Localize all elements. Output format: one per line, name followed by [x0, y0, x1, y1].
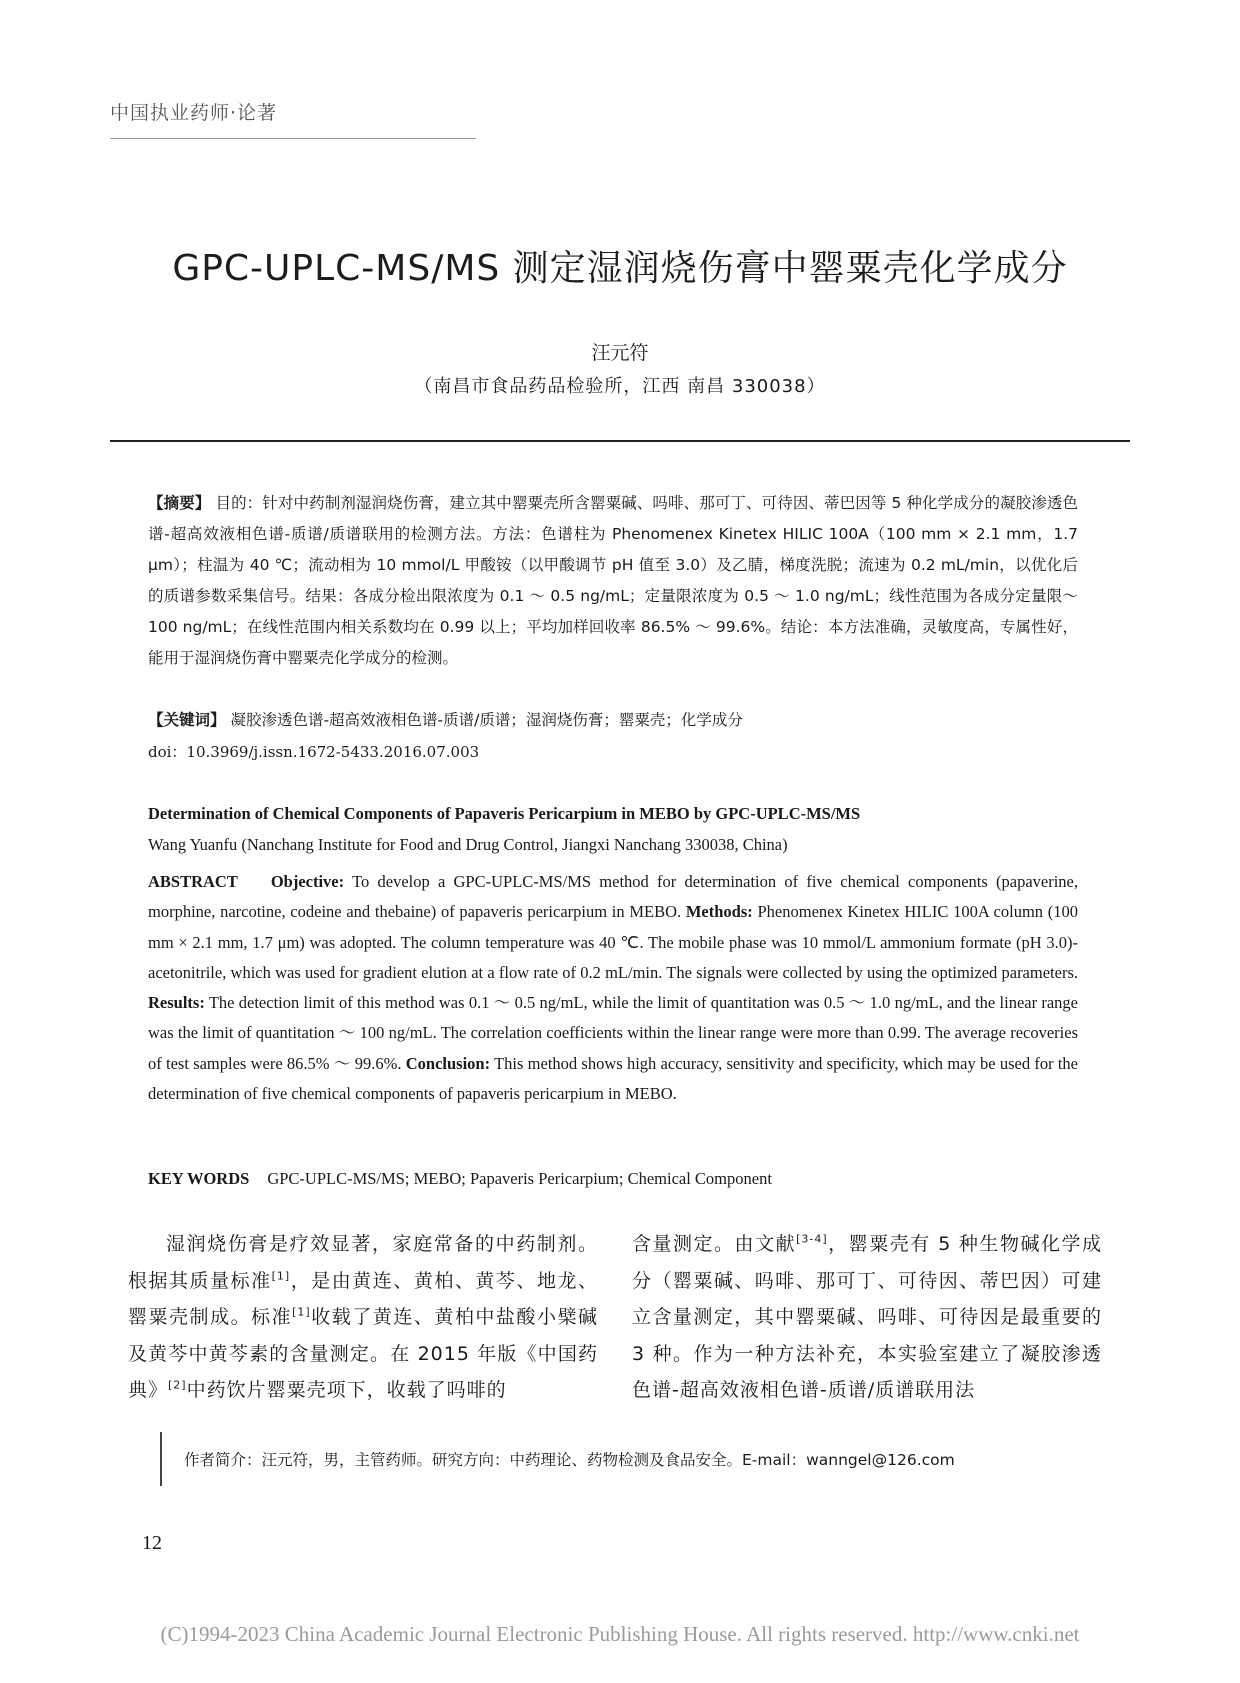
copyright-footer: (C)1994-2023 China Academic Journal Electronic Publishing House. All rights reserved. http://www.cnki.net — [160, 1622, 1080, 1646]
journal-header: 中国执业药师·论著 — [110, 102, 278, 124]
english-title: Determination of Chemical Components of Papaveris Pericarpium in MEBO by GPC-UPLC-MS/MS — [148, 804, 861, 823]
keywords-en — [148, 1169, 1078, 1189]
citation-ref: [1] — [271, 1269, 291, 1283]
methods-label: Methods: — [685, 902, 753, 922]
conclusion-label: Conclusion: — [405, 1053, 491, 1073]
body-column-right — [632, 1226, 1102, 1409]
body-text: 含量测定。由文献 — [632, 1233, 797, 1255]
keywords-cn — [148, 705, 1078, 736]
title-divider — [110, 440, 1130, 442]
keywords-cn-text: 凝胶渗透色谱-超高效液相色谱-质谱/质谱；湿润烧伤膏；罂粟壳；化学成分 — [225, 711, 743, 729]
objective-label: Objective: — [270, 872, 345, 891]
citation-ref: [2] — [168, 1378, 187, 1392]
article-title: GPC-UPLC-MS/MS 测定湿润烧伤膏中罂粟壳化学成分 — [172, 248, 1068, 289]
abstract-cn-label: 【摘要】 — [148, 494, 211, 512]
citation-ref: [1] — [292, 1305, 311, 1319]
article-affiliation: （南昌市食品药品检验所，江西 南昌 330038） — [414, 376, 826, 397]
body-text: 中药饮片罂粟壳项下，收载了吗啡的 — [186, 1379, 507, 1401]
keywords-cn-label: 【关键词】 — [148, 711, 226, 729]
methods-text: Phenomenex Kinetex HILIC 100A column (100 mm × 2.1 mm, 1.7 μm) was adopted. The column temperature was 40 ℃. The mobile phase was 10 mmol/L ammonium formate (pH 3.0)-acetonitrile, which was used for gradient elution at a flow rate of 0.2 mL/min. The signals were collected by using the optimized parameters. — [148, 902, 1078, 982]
english-author: Wang Yuanfu (Nanchang Institute for Food and Drug Control, Jiangxi Nanchang 330038, China) — [148, 835, 788, 854]
doi: doi：10.3969/j.issn.1672-5433.2016.07.003 — [148, 743, 480, 761]
abstract-cn — [148, 488, 1078, 674]
abstract-en-label: ABSTRACT — [148, 872, 238, 891]
results-label: Results: — [148, 993, 205, 1013]
keywords-en-label: KEY WORDS — [148, 1169, 250, 1188]
article-author: 汪元符 — [591, 342, 649, 364]
abstract-en — [148, 867, 1078, 1109]
body-text: 收载了黄连、黄柏中盐酸小檗碱及黄芩中黄芩素的含量测定。在 2015 年版《中国药典》 — [128, 1306, 598, 1401]
body-column-left — [128, 1226, 598, 1409]
header-divider — [110, 138, 476, 139]
abstract-cn-text: 目的：针对中药制剂湿润烧伤膏，建立其中罂粟壳所含罂粟碱、吗啡、那可丁、可待因、蒂巴因等 5 种化学成分的凝胶渗透色谱-超高效液相色谱-质谱/质谱联用的检测方法。方法：色谱柱为 Phenomenex Kinetex HILIC 100A（100 mm × 2.1 mm，1.7 μm）；柱温为 40 ℃；流动相为 10 mmol/L 甲酸铵（以甲酸调节 pH 值至 3.0）及乙腈，梯度洗脱；流速为 0.2 mL/min，以优化后的质谱参数采集信号。结果：各成分检出限浓度为 0.1 ～ 0.5 ng/mL；定量限浓度为 0.5 ～ 1.0 ng/mL；线性范围为各成分定量限～ 100 ng/mL；在线性范围内相关系数均在 0.99 以上；平均加样回收率 86.5% ～ 99.6%。结论：本方法准确，灵敏度高，专属性好，能用于湿润烧伤膏中罂粟壳化学成分的检测。 — [148, 494, 1078, 667]
objective-text: To develop a GPC-UPLC-MS/MS method for determination of five chemical components (papaverine, morphine, narcotine, codeine and thebaine) of papaveris pericarpium in MEBO. — [148, 872, 1079, 922]
body-text: ，是由黄连、黄柏、黄芩、地龙、罂粟壳制成。标准 — [128, 1269, 598, 1328]
author-note-bar — [160, 1432, 162, 1486]
body-text: 湿润烧伤膏是疗效显著，家庭常备的中药制剂。根据其质量标准 — [128, 1233, 598, 1292]
results-text: The detection limit of this method was 0.1 ～ 0.5 ng/mL, while the limit of quantitation was 0.5 ～ 1.0 ng/mL, and the linear range was the limit of quantitation ～ 100 ng/mL. The correlation coefficients within the linear range were more than 0.99. The average recoveries of test samples were 86.5% ～ 99.6%. — [148, 993, 1079, 1073]
author-note: 作者简介：汪元符，男，主管药师。研究方向：中药理论、药物检测及食品安全。E-mail：wanngel@126.com — [184, 1451, 955, 1469]
keywords-en-text: GPC-UPLC-MS/MS; MEBO; Papaveris Pericarpium; Chemical Component — [267, 1169, 772, 1188]
citation-ref: [3-4] — [796, 1232, 828, 1246]
conclusion-text: This method shows high accuracy, sensitivity and specificity, which may be used for the determination of five chemical components of papaveris pericarpium in MEBO. — [148, 1053, 1078, 1104]
body-text: ，罂粟壳有 5 种生物碱化学成分（罂粟碱、吗啡、那可丁、可待因、蒂巴因）可建立含量测定，其中罂粟碱、吗啡、可待因是最重要的 3 种。作为一种方法补充，本实验室建立了凝胶渗透色谱-超高效液相色谱-质谱/质谱联用法 — [632, 1233, 1102, 1401]
page-number: 12 — [142, 1532, 162, 1554]
